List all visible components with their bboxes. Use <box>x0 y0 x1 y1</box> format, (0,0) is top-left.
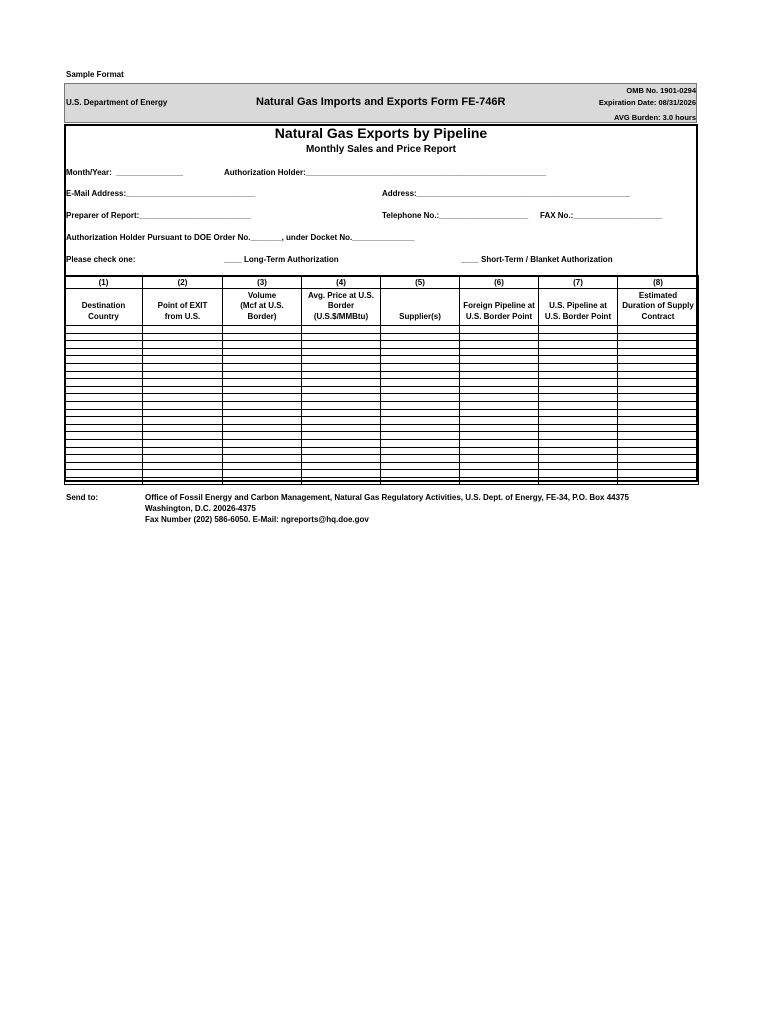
table-cell[interactable] <box>143 439 223 447</box>
table-cell[interactable] <box>618 341 699 349</box>
table-cell[interactable] <box>539 371 618 379</box>
table-cell[interactable] <box>539 401 618 409</box>
table-cell[interactable] <box>223 348 302 356</box>
table-cell[interactable] <box>143 477 223 485</box>
table-cell[interactable] <box>618 432 699 440</box>
table-cell[interactable] <box>143 333 223 341</box>
table-row <box>65 477 699 485</box>
table-cell[interactable] <box>618 455 699 463</box>
table-cell[interactable] <box>381 379 460 387</box>
table-cell[interactable] <box>618 477 699 485</box>
check-one-label: Please check one: <box>66 255 136 264</box>
table-cell[interactable] <box>539 394 618 402</box>
send-to-contact-line: Fax Number (202) 586-6050. E-Mail: ngreports@hq.doe.gov <box>145 515 369 524</box>
send-to-address-line: Office of Fossil Energy and Carbon Management, Natural Gas Regulatory Activities, U.S. Dept. of Energy, FE-34, P.O. Box 44375 <box>145 493 629 502</box>
column-header-line: Destination <box>81 301 126 310</box>
short-term-checkbox[interactable]: ____ Short-Term / Blanket Authorization <box>461 255 613 264</box>
table-row <box>65 439 699 447</box>
table-cell[interactable] <box>460 356 539 364</box>
table-cell[interactable] <box>460 447 539 455</box>
table-cell[interactable] <box>143 447 223 455</box>
form-title: Natural Gas Imports and Exports Form FE-746R <box>256 96 506 108</box>
table-row <box>65 371 699 379</box>
table-cell[interactable] <box>539 409 618 417</box>
table-cell[interactable] <box>381 356 460 364</box>
table-cell[interactable] <box>65 462 143 470</box>
column-header <box>381 289 460 326</box>
table-cell[interactable] <box>618 371 699 379</box>
table-cell[interactable] <box>65 417 143 425</box>
table-cell[interactable] <box>460 341 539 349</box>
long-term-checkbox[interactable]: ____ Long-Term Authorization <box>224 255 339 264</box>
table-cell[interactable] <box>381 371 460 379</box>
table-cell[interactable] <box>539 417 618 425</box>
table-cell[interactable] <box>223 477 302 485</box>
column-header <box>302 289 381 326</box>
table-cell[interactable] <box>460 401 539 409</box>
table-cell[interactable] <box>65 386 143 394</box>
table-cell[interactable] <box>618 470 699 478</box>
table-cell[interactable] <box>223 401 302 409</box>
preparer-field[interactable]: Preparer of Report:_________________________ <box>66 211 251 220</box>
table-cell[interactable] <box>143 470 223 478</box>
column-header-line: Country <box>88 311 119 321</box>
column-number: (3) <box>223 276 302 289</box>
table-cell[interactable] <box>302 477 381 485</box>
table-cell[interactable] <box>460 462 539 470</box>
table-cell[interactable] <box>223 379 302 387</box>
table-cell[interactable] <box>223 363 302 371</box>
table-cell[interactable] <box>65 348 143 356</box>
table-cell[interactable] <box>302 439 381 447</box>
column-header-line: U.S. Border Point <box>544 311 612 321</box>
table-cell[interactable] <box>460 455 539 463</box>
table-cell[interactable] <box>143 363 223 371</box>
table-cell[interactable] <box>539 432 618 440</box>
table-cell[interactable] <box>143 348 223 356</box>
table-cell[interactable] <box>65 341 143 349</box>
table-cell[interactable] <box>65 432 143 440</box>
table-cell[interactable] <box>302 348 381 356</box>
report-subtitle: Monthly Sales and Price Report <box>305 144 457 155</box>
table-cell[interactable] <box>618 326 699 334</box>
column-header-line: Estimated <box>638 290 678 300</box>
table-cell[interactable] <box>143 409 223 417</box>
table-row <box>65 379 699 387</box>
telephone-field[interactable]: Telephone No.:____________________ <box>382 211 529 220</box>
column-header <box>539 289 618 326</box>
table-cell[interactable] <box>65 424 143 432</box>
exports-data-table <box>64 275 699 485</box>
column-header <box>460 289 539 326</box>
table-cell[interactable] <box>460 417 539 425</box>
table-cell[interactable] <box>460 477 539 485</box>
table-cell[interactable] <box>223 462 302 470</box>
table-cell[interactable] <box>381 470 460 478</box>
column-header-line: U.S. Border Point <box>465 311 533 321</box>
table-cell[interactable] <box>539 333 618 341</box>
table-cell[interactable] <box>302 379 381 387</box>
table-cell[interactable] <box>223 432 302 440</box>
table-cell[interactable] <box>223 455 302 463</box>
table-cell[interactable] <box>460 470 539 478</box>
table-cell[interactable] <box>302 447 381 455</box>
fax-field[interactable]: FAX No.:____________________ <box>540 211 663 220</box>
table-cell[interactable] <box>223 326 302 334</box>
table-body <box>65 326 699 485</box>
column-number: (2) <box>143 276 223 289</box>
table-cell[interactable] <box>539 341 618 349</box>
table-cell[interactable] <box>460 379 539 387</box>
table-cell[interactable] <box>65 363 143 371</box>
column-header-line: Border) <box>247 311 277 321</box>
table-cell[interactable] <box>65 371 143 379</box>
column-number: (5) <box>381 276 460 289</box>
table-cell[interactable] <box>539 455 618 463</box>
table-cell[interactable] <box>460 394 539 402</box>
table-row <box>65 401 699 409</box>
table-cell[interactable] <box>143 386 223 394</box>
avg-burden: AVG Burden: 3.0 hours <box>614 113 696 122</box>
table-cell[interactable] <box>302 326 381 334</box>
table-cell[interactable] <box>618 439 699 447</box>
column-header-line: Duration of Supply <box>622 301 694 310</box>
column-header-line: Point of EXIT <box>157 301 208 310</box>
omb-number: OMB No. 1901-0294 <box>626 86 696 95</box>
table-cell[interactable] <box>539 326 618 334</box>
table-cell[interactable] <box>223 447 302 455</box>
column-number: (4) <box>302 276 381 289</box>
table-cell[interactable] <box>65 439 143 447</box>
table-cell[interactable] <box>302 432 381 440</box>
table-cell[interactable] <box>143 432 223 440</box>
column-header-row <box>65 289 699 326</box>
table-cell[interactable] <box>302 333 381 341</box>
table-cell[interactable] <box>618 424 699 432</box>
table-cell[interactable] <box>381 326 460 334</box>
table-cell[interactable] <box>381 341 460 349</box>
table-cell[interactable] <box>381 439 460 447</box>
table-cell[interactable] <box>539 477 618 485</box>
table-cell[interactable] <box>539 379 618 387</box>
table-cell[interactable] <box>302 371 381 379</box>
table-cell[interactable] <box>143 455 223 463</box>
report-title: Natural Gas Exports by Pipeline <box>274 125 488 141</box>
table-cell[interactable] <box>460 371 539 379</box>
table-cell[interactable] <box>143 356 223 364</box>
table-cell[interactable] <box>381 417 460 425</box>
column-header-line: Contract <box>641 311 675 321</box>
table-row <box>65 348 699 356</box>
table-cell[interactable] <box>223 333 302 341</box>
table-cell[interactable] <box>302 409 381 417</box>
table-row <box>65 363 699 371</box>
table-cell[interactable] <box>65 333 143 341</box>
table-cell[interactable] <box>618 417 699 425</box>
table-cell[interactable] <box>618 401 699 409</box>
column-header-line: (Mcf at U.S. <box>240 301 284 310</box>
table-cell[interactable] <box>143 417 223 425</box>
table-cell[interactable] <box>143 326 223 334</box>
table-cell[interactable] <box>302 424 381 432</box>
column-number: (1) <box>65 276 143 289</box>
table-cell[interactable] <box>65 326 143 334</box>
table-cell[interactable] <box>65 379 143 387</box>
table-cell[interactable] <box>65 477 143 485</box>
table-cell[interactable] <box>618 409 699 417</box>
table-cell[interactable] <box>143 424 223 432</box>
table-cell[interactable] <box>65 394 143 402</box>
column-number-row <box>65 276 699 289</box>
table-cell[interactable] <box>460 363 539 371</box>
table-cell[interactable] <box>381 462 460 470</box>
doe-order-docket-field[interactable]: Authorization Holder Pursuant to DOE Order No._______, under Docket No.______________ <box>66 233 415 242</box>
table-cell[interactable] <box>539 447 618 455</box>
table-cell[interactable] <box>223 417 302 425</box>
table-cell[interactable] <box>460 409 539 417</box>
column-header-line: Supplier(s) <box>399 311 441 321</box>
table-cell[interactable] <box>460 424 539 432</box>
table-cell[interactable] <box>381 447 460 455</box>
table-row <box>65 409 699 417</box>
table-cell[interactable] <box>302 417 381 425</box>
table-cell[interactable] <box>539 363 618 371</box>
table-row <box>65 326 699 334</box>
table-cell[interactable] <box>223 356 302 364</box>
column-header <box>223 289 302 326</box>
table-cell[interactable] <box>65 409 143 417</box>
column-number: (6) <box>460 276 539 289</box>
table-cell[interactable] <box>223 386 302 394</box>
table-cell[interactable] <box>460 386 539 394</box>
column-header-line: from U.S. <box>164 311 201 321</box>
table-cell[interactable] <box>143 462 223 470</box>
table-cell[interactable] <box>143 401 223 409</box>
table-cell[interactable] <box>618 363 699 371</box>
column-header-line: Foreign Pipeline at <box>463 301 535 310</box>
table-cell[interactable] <box>460 348 539 356</box>
table-row <box>65 424 699 432</box>
column-header-line: (U.S.$/MMBtu) <box>313 311 369 321</box>
table-cell[interactable] <box>65 356 143 364</box>
table-cell[interactable] <box>302 363 381 371</box>
column-header <box>618 289 699 326</box>
table-cell[interactable] <box>302 356 381 364</box>
send-to-label: Send to: <box>66 493 98 502</box>
table-cell[interactable] <box>539 348 618 356</box>
table-cell[interactable] <box>302 470 381 478</box>
table-cell[interactable] <box>302 401 381 409</box>
column-header-line: Border <box>327 301 355 310</box>
table-row <box>65 470 699 478</box>
table-cell[interactable] <box>381 477 460 485</box>
table-cell[interactable] <box>381 455 460 463</box>
table-cell[interactable] <box>539 470 618 478</box>
sample-format-label: Sample Format <box>66 70 124 79</box>
table-row <box>65 455 699 463</box>
table-cell[interactable] <box>539 356 618 364</box>
table-row <box>65 333 699 341</box>
column-header-line: U.S. Pipeline at <box>549 301 607 310</box>
table-cell[interactable] <box>460 333 539 341</box>
table-cell[interactable] <box>302 386 381 394</box>
column-header-line: Avg. Price at U.S. <box>308 290 374 300</box>
column-header <box>65 289 143 326</box>
month-year-field[interactable]: Month/Year: _______________ <box>66 168 183 177</box>
table-row <box>65 432 699 440</box>
table-cell[interactable] <box>539 424 618 432</box>
authorization-holder-field[interactable]: Authorization Holder:______________________________________________________ <box>224 168 547 177</box>
table-cell[interactable] <box>302 455 381 463</box>
send-to-city-line: Washington, D.C. 20026-4375 <box>145 504 256 513</box>
table-row <box>65 341 699 349</box>
column-header-line: Volume <box>247 290 277 300</box>
table-cell[interactable] <box>65 447 143 455</box>
table-cell[interactable] <box>143 379 223 387</box>
table-cell[interactable] <box>460 432 539 440</box>
table-cell[interactable] <box>618 333 699 341</box>
table-cell[interactable] <box>143 394 223 402</box>
address-field[interactable]: Address:________________________________________________ <box>382 189 631 198</box>
column-number: (8) <box>618 276 699 289</box>
expiration-date: Expiration Date: 08/31/2026 <box>598 98 696 107</box>
table-cell[interactable] <box>618 394 699 402</box>
table-cell[interactable] <box>460 326 539 334</box>
table-cell[interactable] <box>223 341 302 349</box>
table-cell[interactable] <box>381 348 460 356</box>
table-cell[interactable] <box>65 401 143 409</box>
table-cell[interactable] <box>381 394 460 402</box>
table-cell[interactable] <box>381 386 460 394</box>
table-cell[interactable] <box>302 341 381 349</box>
table-cell[interactable] <box>302 394 381 402</box>
table-row <box>65 386 699 394</box>
table-cell[interactable] <box>381 401 460 409</box>
table-cell[interactable] <box>618 356 699 364</box>
table-row <box>65 356 699 364</box>
table-cell[interactable] <box>618 447 699 455</box>
department-name: U.S. Department of Energy <box>66 98 168 107</box>
table-cell[interactable] <box>65 470 143 478</box>
email-field[interactable]: E-Mail Address:_____________________________ <box>66 189 256 198</box>
table-cell[interactable] <box>223 409 302 417</box>
table-cell[interactable] <box>381 333 460 341</box>
table-cell[interactable] <box>143 341 223 349</box>
table-cell[interactable] <box>618 386 699 394</box>
table-cell[interactable] <box>460 439 539 447</box>
table-cell[interactable] <box>618 348 699 356</box>
table-cell[interactable] <box>302 462 381 470</box>
table-cell[interactable] <box>381 424 460 432</box>
table-cell[interactable] <box>618 379 699 387</box>
table-cell[interactable] <box>381 363 460 371</box>
table-cell[interactable] <box>539 386 618 394</box>
table-cell[interactable] <box>381 409 460 417</box>
table-cell[interactable] <box>223 394 302 402</box>
table-cell[interactable] <box>539 439 618 447</box>
table-cell[interactable] <box>143 371 223 379</box>
table-cell[interactable] <box>223 439 302 447</box>
table-cell[interactable] <box>381 432 460 440</box>
table-cell[interactable] <box>223 470 302 478</box>
table-cell[interactable] <box>618 462 699 470</box>
table-row <box>65 447 699 455</box>
table-cell[interactable] <box>223 424 302 432</box>
table-row <box>65 394 699 402</box>
table-row <box>65 417 699 425</box>
table-row <box>65 462 699 470</box>
column-number: (7) <box>539 276 618 289</box>
table-cell[interactable] <box>539 462 618 470</box>
column-header <box>143 289 223 326</box>
table-cell[interactable] <box>65 455 143 463</box>
table-cell[interactable] <box>223 371 302 379</box>
